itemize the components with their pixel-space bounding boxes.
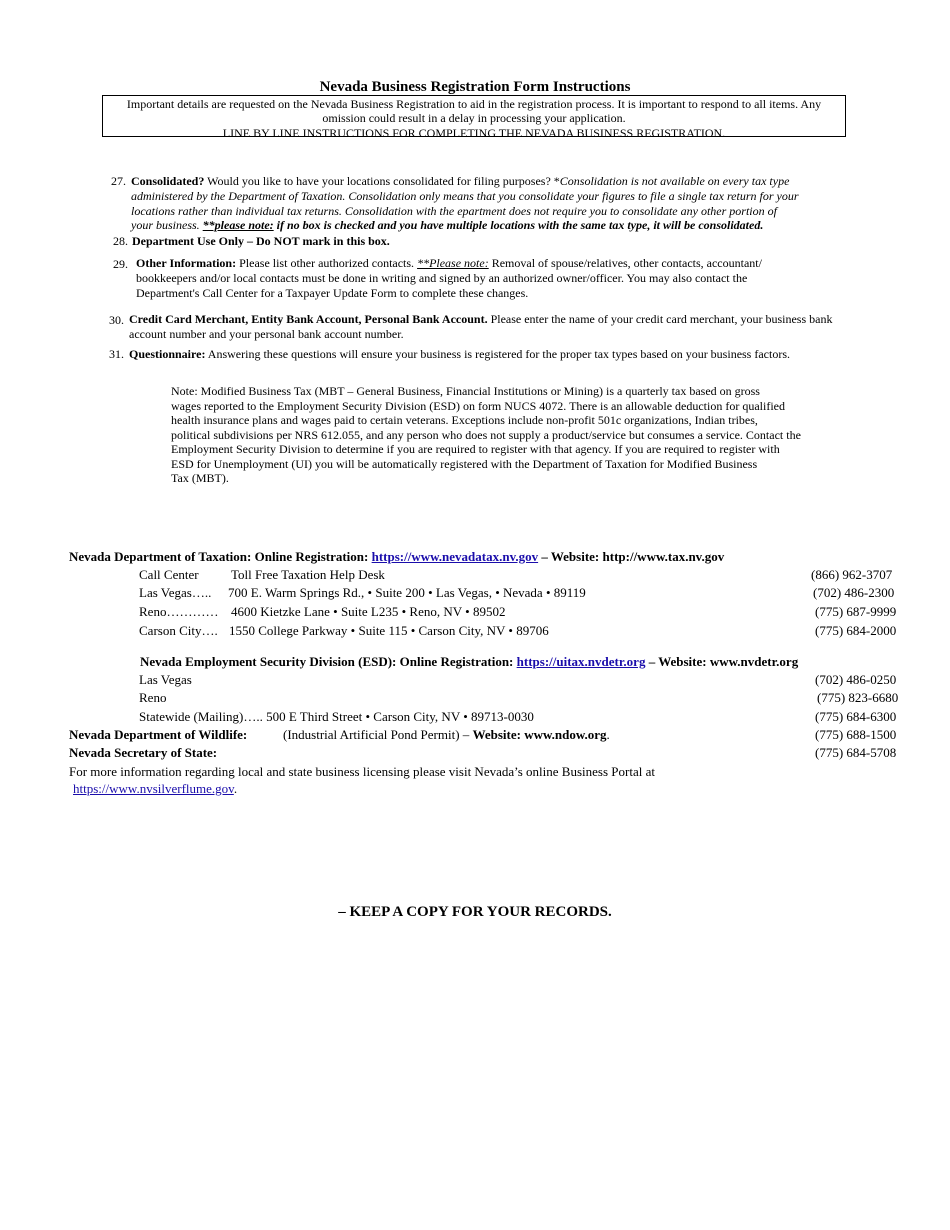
item-27-label: Consolidated? — [131, 174, 205, 188]
esd-heading — [140, 654, 798, 670]
item-28-label: Department Use Only – Do NOT mark in this box. — [132, 234, 390, 248]
wildlife-period: . — [606, 727, 610, 742]
item-29-line-1 — [136, 256, 762, 271]
item-30-line-1 — [129, 312, 832, 327]
mbt-note-line: health insurance plans and wages paid to certain veterans. Exceptions include non-profit 501c organizations, Indian tribes, — [171, 413, 758, 427]
mbt-note-line: Tax (MBT). — [171, 471, 229, 485]
taxation-heading-text: Nevada Department of Taxation: Online Registration: — [69, 549, 372, 564]
esd-row-phone: (775) 684-6300 — [815, 709, 897, 724]
esd-heading-text: Nevada Employment Security Division (ESD): Online Registration: — [140, 654, 517, 669]
taxation-row-address: 1550 College Parkway • Suite 115 • Carson City, NV • 89706 — [229, 623, 549, 638]
item-31-number: 31. — [109, 347, 124, 361]
wildlife-text: (Industrial Artificial Pond Permit) – — [283, 727, 473, 742]
taxation-row-address: 700 E. Warm Springs Rd., • Suite 200 • Las Vegas, • Nevada • 89119 — [228, 585, 586, 600]
item-27-line-4 — [131, 218, 763, 233]
mbt-note-line: political subdivisions per NRS 612.055, and any person who does not supply a product/service but consumes a service. Contact the — [171, 427, 801, 442]
taxation-row-address: 4600 Kietzke Lane • Suite L235 • Reno, NV • 89502 — [231, 604, 506, 619]
silverflume-link[interactable]: https://www.nvsilverflume.gov — [73, 781, 234, 796]
item-31-line-1 — [129, 347, 790, 362]
esd-registration-link[interactable]: https://uitax.nvdetr.org — [516, 654, 646, 669]
secretary-label: Nevada Secretary of State: — [69, 745, 218, 760]
mbt-note — [171, 384, 801, 486]
item-27-please-note: **please note: — [202, 218, 274, 232]
item-30-number: 30. — [109, 313, 124, 327]
mbt-note-line: Employment Security Division to determine if you are required to register with that agency. If you are required to register with — [171, 442, 780, 456]
item-31-text: Answering these questions will ensure your business is registered for the proper tax types based on your business factors. — [205, 347, 791, 361]
item-29-line-2: bookkeepers and/or local contacts must be done in writing and signed by an authorized owner/officer. You may also contact the — [136, 271, 748, 285]
taxation-row-label: Carson City…. — [139, 623, 218, 638]
intro-box — [102, 95, 846, 140]
taxation-heading — [69, 549, 724, 565]
keep-copy-dash: – — [338, 904, 346, 920]
item-28-number: 28. — [113, 234, 128, 248]
item-27-line-2: administered by the Department of Taxation. Consolidation only means that you consolidate your figures to file a single tax return for your — [131, 189, 799, 203]
item-27-italic: Consolidation is not available on every tax type — [559, 174, 790, 188]
item-29-text-b: Removal of spouse/relatives, other contacts, accountant/ — [488, 256, 762, 270]
esd-row-label: Las Vegas — [139, 672, 192, 687]
mbt-note-line: Note: Modified Business Tax (MBT – General Business, Financial Institutions or Mining) is a quarterly tax based on gross — [171, 384, 760, 398]
item-29-text-a: Please list other authorized contacts. — [236, 256, 418, 270]
wildlife-phone: (775) 688-1500 — [815, 727, 897, 742]
esd-row-phone: (702) 486-0250 — [815, 672, 897, 687]
taxation-row-phone: (866) 962-3707 — [811, 567, 893, 582]
taxation-website: – Website: http://www.tax.nv.gov — [538, 549, 725, 564]
item-27-line-1 — [131, 174, 789, 189]
secretary-phone: (775) 684-5708 — [815, 745, 897, 760]
wildlife-line — [283, 727, 610, 743]
intro-line-1: Important details are requested on the Nevada Business Registration to aid in the registration process. It is important to respond to all items. Any — [126, 97, 822, 111]
keep-copy-text: KEEP A COPY FOR YOUR RECORDS. — [349, 904, 612, 920]
wildlife-label: Nevada Department of Wildlife: — [69, 727, 248, 742]
taxation-registration-link[interactable]: https://www.nevadatax.nv.gov — [371, 549, 539, 564]
taxation-row-phone: (702) 486-2300 — [813, 585, 895, 600]
taxation-row-label: Reno………… — [139, 604, 219, 619]
item-30-line-2: account number and your personal bank account number. — [129, 327, 404, 341]
esd-row-label: Statewide (Mailing)….. 500 E Third Street • Carson City, NV • 89713-0030 — [139, 709, 534, 724]
item-27-line-4-b: if no box is checked and you have multiple locations with the same tax type, it will be consolidated. — [273, 218, 764, 232]
intro-line-2: omission could result in a delay in processing your application. — [322, 111, 626, 126]
taxation-row-phone: (775) 687-9999 — [815, 604, 897, 619]
item-31-label: Questionnaire: — [129, 347, 206, 361]
item-29-please-note: **Please note: — [417, 256, 489, 270]
taxation-row-label: Las Vegas….. — [139, 585, 212, 600]
page-title: Nevada Business Registration Form Instructions — [319, 79, 631, 95]
more-info-text: For more information regarding local and state business licensing please visit Nevada’s online Business Portal at — [69, 764, 655, 779]
more-info-link-line — [73, 781, 237, 797]
esd-website: – Website: www.nvdetr.org — [645, 654, 799, 669]
mbt-note-line: ESD for Unemployment (UI) you will be automatically registered with the Department of Taxation for Modified Business — [171, 456, 758, 471]
taxation-row-label: Call Center — [139, 567, 199, 582]
item-29-label: Other Information: — [136, 256, 237, 270]
item-27-text: Would you like to have your locations consolidated for filing purposes? * — [204, 174, 560, 188]
item-27-line-4-a: your business. — [131, 218, 203, 232]
item-27-line-3: locations rather than individual tax returns. Consolidation with the epartment does not require you to consolidate any other portion of — [131, 204, 777, 218]
esd-row-phone: (775) 823-6680 — [817, 690, 899, 705]
item-27-number: 27. — [111, 174, 126, 188]
taxation-row-phone: (775) 684-2000 — [815, 623, 897, 638]
item-30-text: Please enter the name of your credit card merchant, your business bank — [487, 312, 833, 326]
intro-line-3: LINE BY LINE INSTRUCTIONS FOR COMPLETING THE NEVADA BUSINESS REGISTRATION. — [222, 125, 726, 140]
wildlife-website: Website: www.ndow.org — [472, 727, 607, 742]
mbt-note-line: wages reported to the Employment Security Division (ESD) on form NUCS 4072. There is an allowable deduction for qualified — [171, 398, 785, 413]
item-29-number: 29. — [113, 257, 128, 271]
more-info-period: . — [233, 781, 238, 796]
taxation-row-address: Toll Free Taxation Help Desk — [231, 567, 385, 582]
keep-copy-notice — [0, 904, 950, 921]
esd-row-label: Reno — [139, 690, 167, 705]
item-29-line-3: Department's Call Center for a Taxpayer Update Form to complete these changes. — [136, 286, 529, 300]
item-30-label: Credit Card Merchant, Entity Bank Account, Personal Bank Account. — [129, 312, 488, 326]
